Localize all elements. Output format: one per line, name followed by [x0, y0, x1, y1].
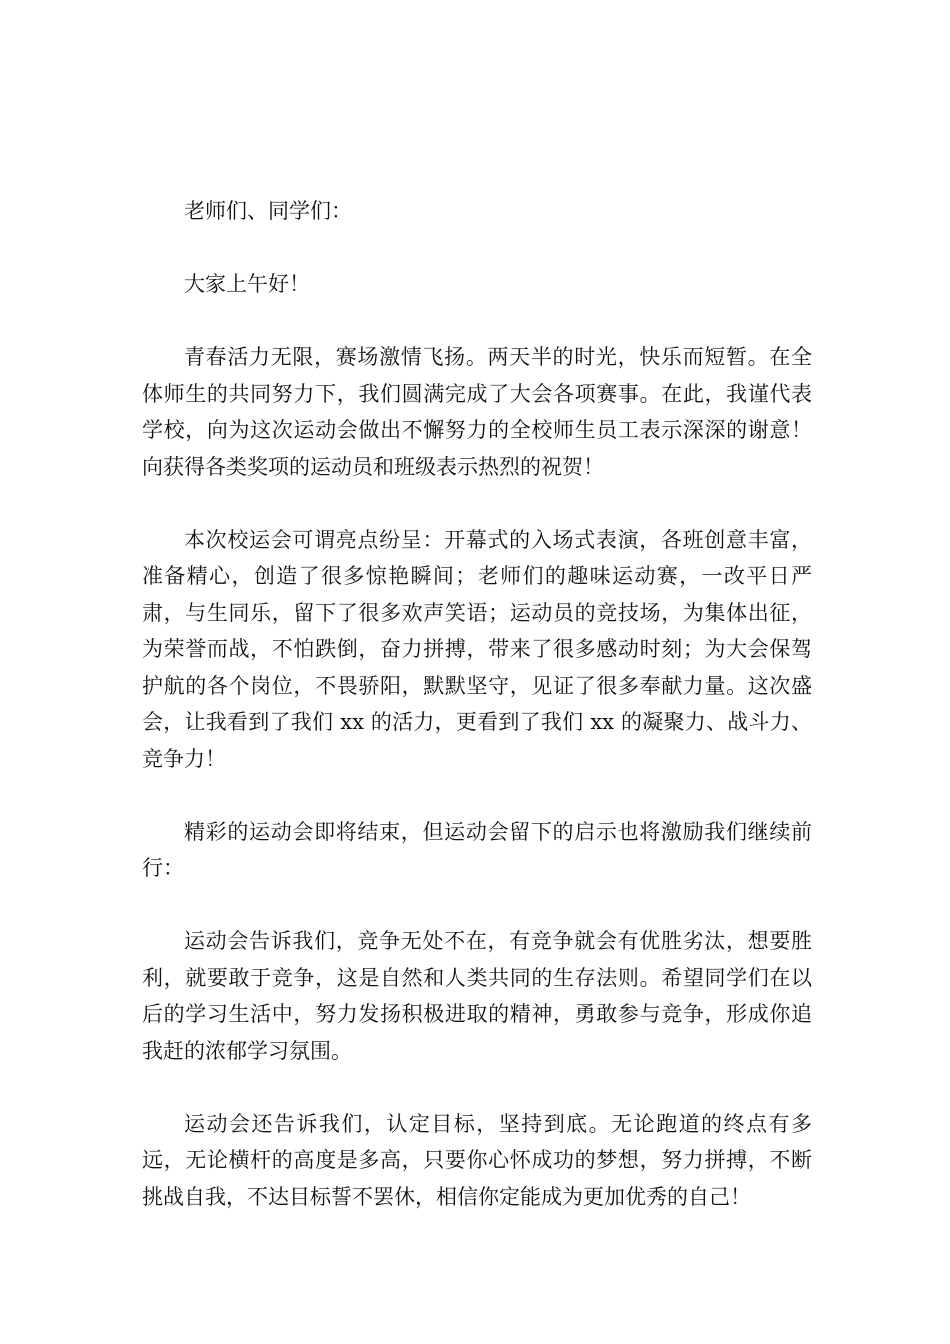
paragraph-perseverance: 运动会还告诉我们，认定目标，坚持到底。无论跑道的终点有多远，无论横杆的高度是多高，只要你心怀成功的梦想，努力拼搏，不断挑战自我，不达目标誓不罢休，相信你定能成为更加优秀的自己！: [142, 1111, 812, 1209]
salutation: 老师们、同学们：: [184, 199, 352, 223]
paragraph-transition: 精彩的运动会即将结束，但运动会留下的启示也将激励我们继续前行：: [142, 819, 812, 880]
document-page: [142, 193, 812, 1215]
paragraph-highlights: 本次校运会可谓亮点纷呈：开幕式的入场式表演，各班创意丰富，准备精心，创造了很多惊艳瞬间；老师们的趣味运动赛，一改平日严肃，与生同乐，留下了很多欢声笑语；运动员的竞技场，为集体出征，为荣誉而战，不怕跌倒，奋力拼搏，带来了很多感动时刻；为大会保驾护航的各个岗位，不畏骄阳，默默坚守，见证了很多奉献力量。这次盛会，让我看到了我们 xx 的活力，更看到了我们 xx 的凝聚力、战斗力、竞争力！: [142, 527, 812, 771]
greeting: 大家上午好！: [184, 272, 310, 296]
paragraph-intro: 青春活力无限，赛场激情飞扬。两天半的时光，快乐而短暂。在全体师生的共同努力下，我们圆满完成了大会各项赛事。在此，我谨代表学校，向为这次运动会做出不懈努力的全校师生员工表示深深的谢意！向获得各类奖项的运动员和班级表示热烈的祝贺！: [142, 345, 812, 479]
paragraph-competition: 运动会告诉我们，竞争无处不在，有竞争就会有优胜劣汰，想要胜利，就要敢于竞争，这是自然和人类共同的生存法则。希望同学们在以后的学习生活中，努力发扬积极进取的精神，勇敢参与竞争，形成你追我赶的浓郁学习氛围。: [142, 929, 812, 1063]
